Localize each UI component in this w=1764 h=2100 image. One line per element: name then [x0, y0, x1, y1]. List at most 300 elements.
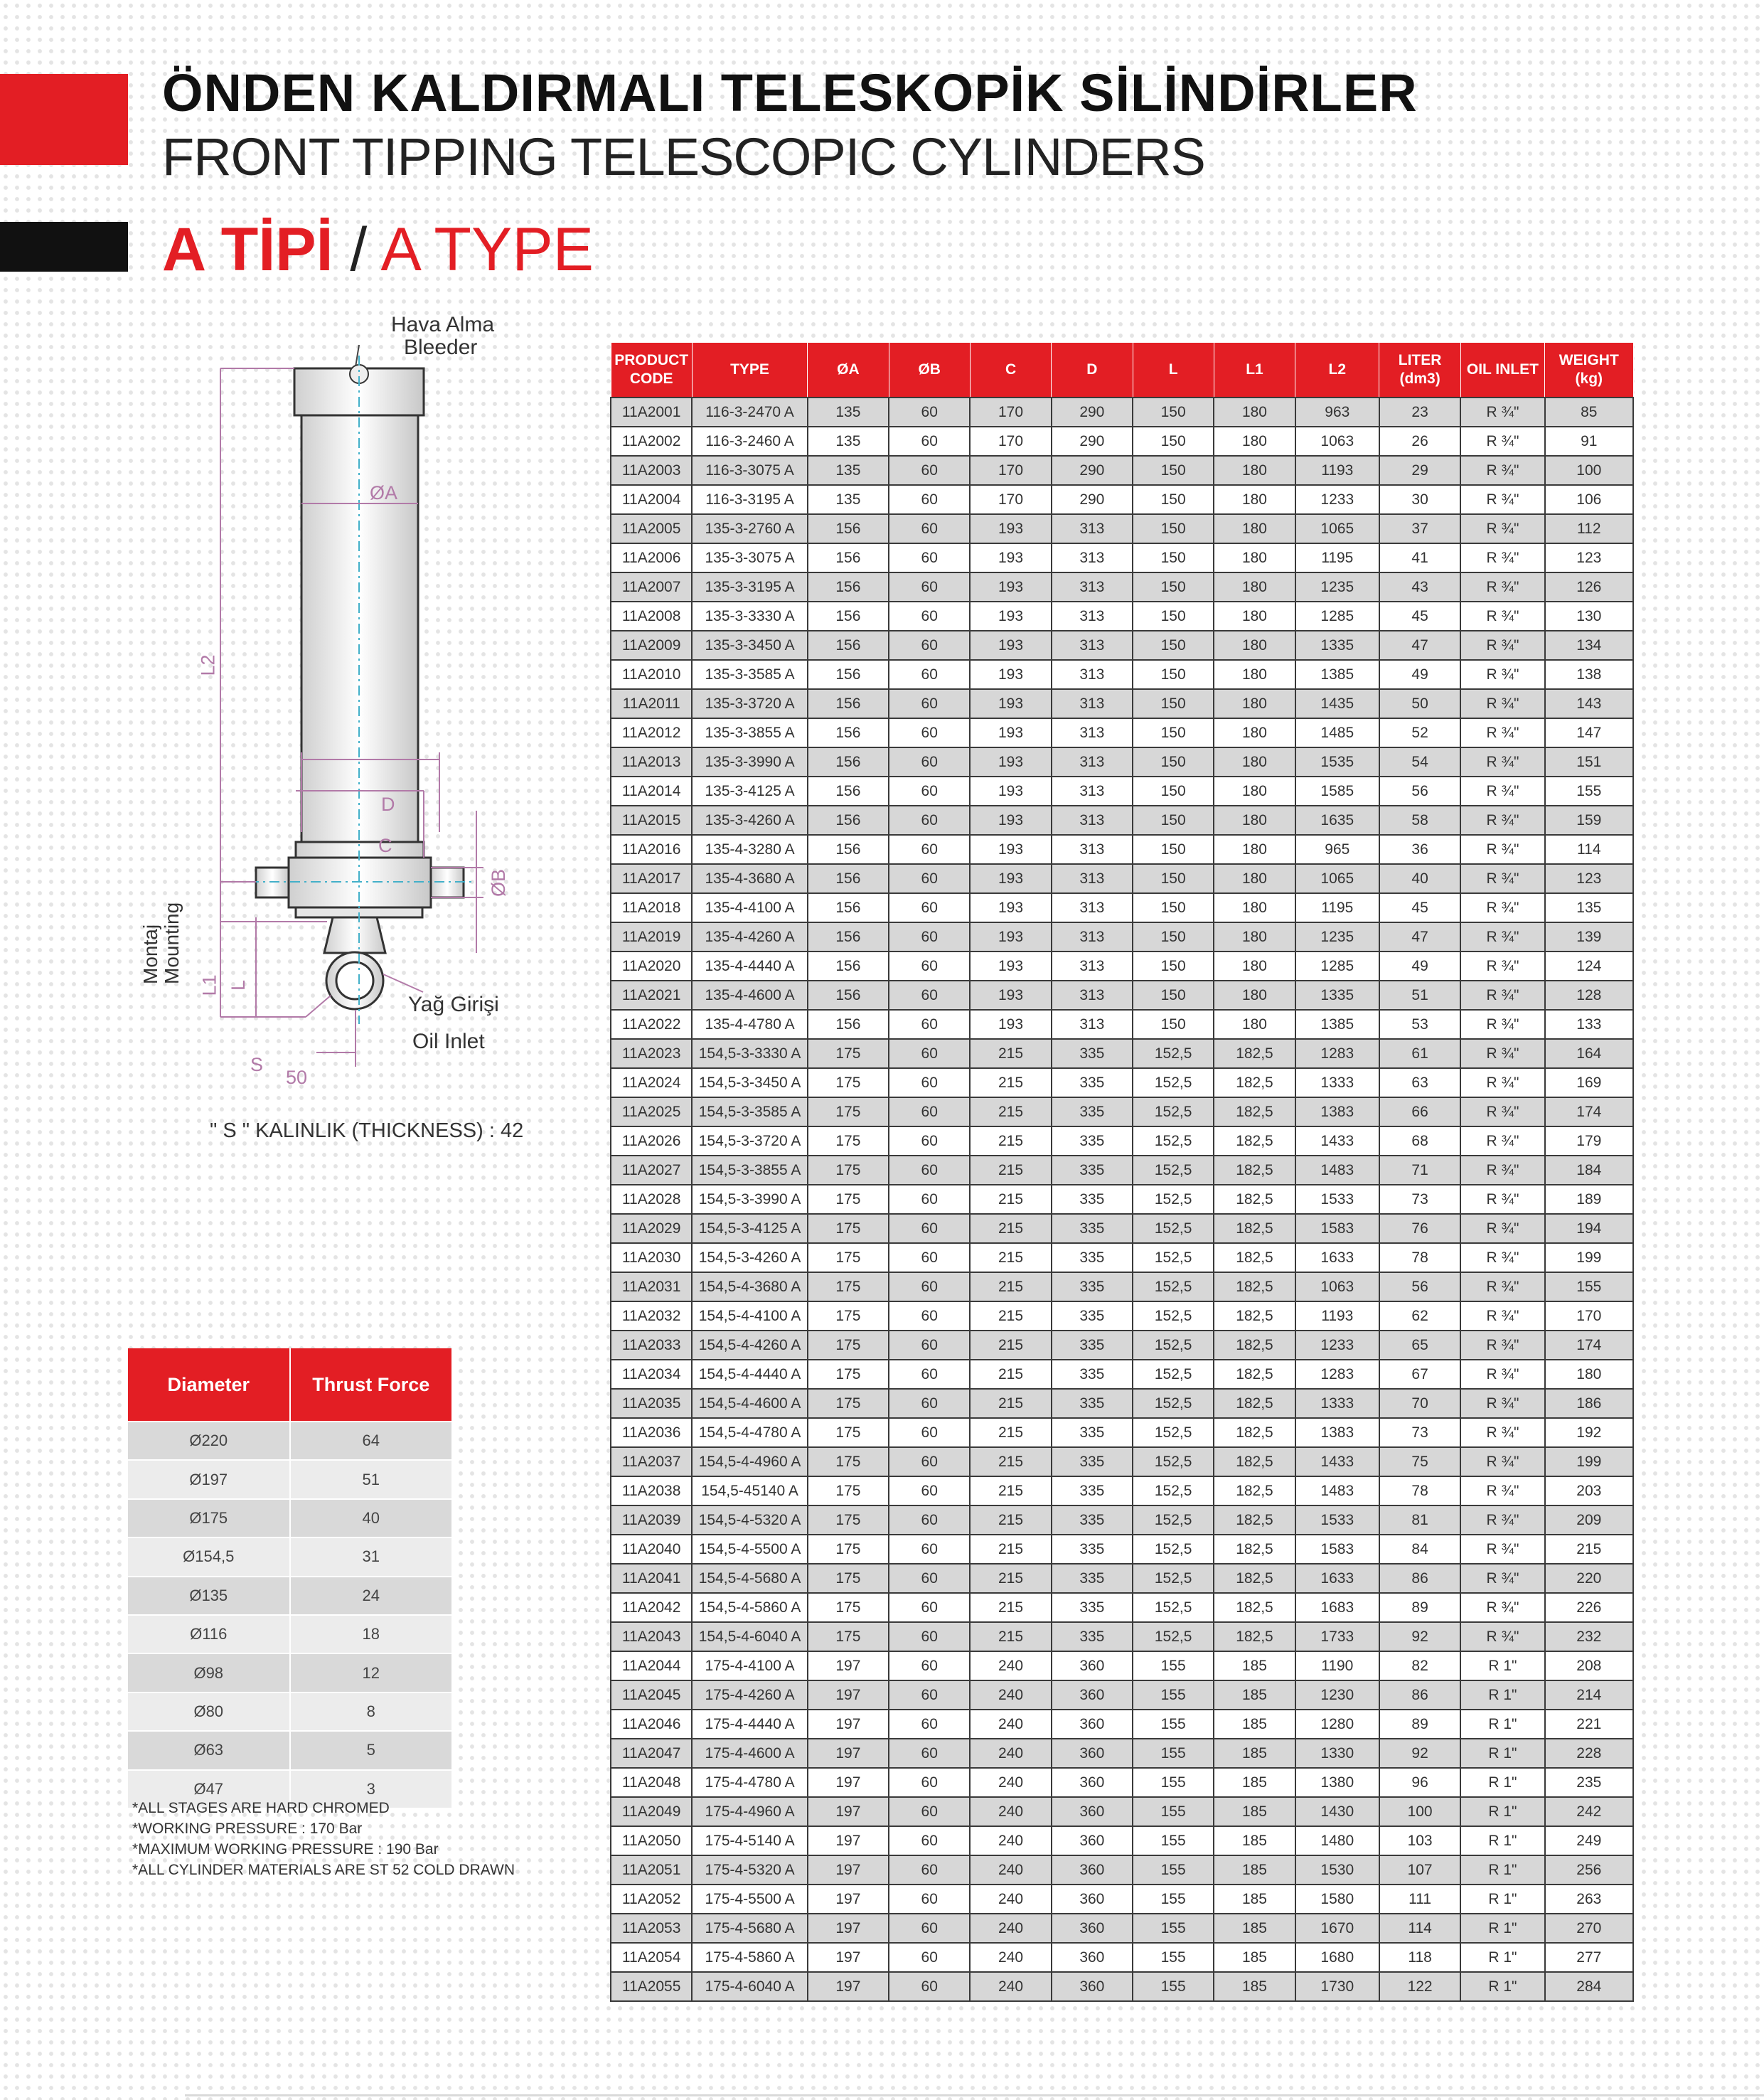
table-cell: 60	[889, 1535, 970, 1564]
table-cell: 154,5-3-3450 A	[692, 1068, 807, 1097]
table-cell: 185	[1214, 1943, 1295, 1972]
table-cell: 154,5-4-5860 A	[692, 1593, 807, 1622]
table-cell: 67	[1379, 1360, 1460, 1389]
table-cell: 175	[808, 1622, 889, 1651]
table-cell: 11A2007	[611, 572, 692, 602]
table-row	[611, 1826, 1633, 1855]
table-cell: 182,5	[1214, 1272, 1295, 1301]
table-cell: 150	[1133, 981, 1214, 1010]
table-cell: 193	[970, 835, 1051, 864]
type-title	[162, 215, 594, 285]
table-cell: 11A2024	[611, 1068, 692, 1097]
table-cell: 182,5	[1214, 1097, 1295, 1126]
table-cell: R ¾"	[1460, 1010, 1544, 1039]
table-cell: 152,5	[1133, 1418, 1214, 1447]
table-cell: 60	[889, 1826, 970, 1855]
table-cell: 126	[1545, 572, 1633, 602]
table-row	[611, 602, 1633, 631]
table-cell: 240	[970, 1710, 1051, 1739]
table-cell: 180	[1214, 777, 1295, 806]
table-row	[611, 1360, 1633, 1389]
table-cell: 156	[808, 602, 889, 631]
table-cell: 170	[1545, 1301, 1633, 1331]
dim-d-label: D	[381, 794, 395, 815]
table-cell: 182,5	[1214, 1243, 1295, 1272]
table-cell: 60	[889, 1768, 970, 1797]
table-row	[611, 1126, 1633, 1156]
column-header	[889, 343, 970, 398]
table-cell: 193	[970, 1010, 1051, 1039]
table-cell: 60	[889, 1214, 970, 1243]
table-cell: 175	[808, 1243, 889, 1272]
table-cell: 11A2011	[611, 689, 692, 718]
table-cell: 175	[808, 1593, 889, 1622]
table-cell: 60	[889, 893, 970, 922]
table-cell: 360	[1052, 1885, 1133, 1914]
table-cell: 154,5-4-4100 A	[692, 1301, 807, 1331]
table-cell: 185	[1214, 1710, 1295, 1739]
table-cell: 215	[970, 1389, 1051, 1418]
table-cell: 175	[808, 1505, 889, 1535]
table-row	[611, 1389, 1633, 1418]
table-cell: 1233	[1295, 1331, 1379, 1360]
table-cell: 11A2008	[611, 602, 692, 631]
table-cell: 152,5	[1133, 1185, 1214, 1214]
table-cell: 60	[889, 543, 970, 572]
table-cell: 156	[808, 1010, 889, 1039]
table-cell: 185	[1214, 1797, 1295, 1826]
table-cell: 154,5-3-3720 A	[692, 1126, 807, 1156]
table-cell: 156	[808, 981, 889, 1010]
column-header-text: PRODUCT	[614, 352, 689, 368]
table-cell: 60	[889, 952, 970, 981]
table-cell: 182,5	[1214, 1389, 1295, 1418]
table-cell: 313	[1052, 747, 1133, 777]
column-header	[1052, 343, 1133, 398]
table-cell: 150	[1133, 689, 1214, 718]
table-cell: 180	[1214, 718, 1295, 747]
table-cell: 51	[1379, 981, 1460, 1010]
table-cell: 193	[970, 777, 1051, 806]
table-cell: 1683	[1295, 1593, 1379, 1622]
table-cell: 290	[1052, 456, 1133, 485]
table-cell: R ¾"	[1460, 572, 1544, 602]
table-cell: 135	[808, 398, 889, 427]
table-cell: 62	[1379, 1301, 1460, 1331]
table-cell: 360	[1052, 1914, 1133, 1943]
table-cell: 60	[889, 747, 970, 777]
table-cell: 60	[889, 777, 970, 806]
table-cell: 313	[1052, 602, 1133, 631]
table-cell: 150	[1133, 572, 1214, 602]
table-row	[611, 1885, 1633, 1914]
table-cell: 11A2049	[611, 1797, 692, 1826]
table-cell: 180	[1214, 864, 1295, 893]
table-cell: 175-4-6040 A	[692, 1972, 807, 2001]
table-cell: 193	[970, 747, 1051, 777]
table-cell: 11A2036	[611, 1418, 692, 1447]
thrust-cell: 12	[290, 1653, 452, 1692]
table-cell: 60	[889, 1360, 970, 1389]
table-row	[611, 1272, 1633, 1301]
table-cell: 182,5	[1214, 1418, 1295, 1447]
table-cell: 76	[1379, 1214, 1460, 1243]
table-row	[611, 893, 1633, 922]
table-cell: 175-4-5860 A	[692, 1943, 807, 1972]
table-cell: 182,5	[1214, 1564, 1295, 1593]
table-cell: 175-4-4260 A	[692, 1680, 807, 1710]
table-cell: 60	[889, 806, 970, 835]
table-cell: 11A2038	[611, 1476, 692, 1505]
table-cell: 182,5	[1214, 1476, 1295, 1505]
table-cell: 215	[970, 1185, 1051, 1214]
table-cell: 203	[1545, 1476, 1633, 1505]
bleeder-label-tr: Hava Alma	[391, 313, 495, 336]
table-row	[611, 1301, 1633, 1331]
table-cell: 54	[1379, 747, 1460, 777]
table-cell: 66	[1379, 1097, 1460, 1126]
table-row	[611, 835, 1633, 864]
table-cell: 215	[970, 1331, 1051, 1360]
table-cell: R 1"	[1460, 1855, 1544, 1885]
table-cell: 154,5-4-4960 A	[692, 1447, 807, 1476]
table-cell: 1580	[1295, 1885, 1379, 1914]
table-cell: 11A2051	[611, 1855, 692, 1885]
table-cell: 152,5	[1133, 1622, 1214, 1651]
table-cell: 263	[1545, 1885, 1633, 1914]
table-cell: R ¾"	[1460, 602, 1544, 631]
dim-b-label: ØB	[488, 868, 510, 897]
table-cell: 11A2054	[611, 1943, 692, 1972]
table-cell: 335	[1052, 1331, 1133, 1360]
table-cell: 41	[1379, 543, 1460, 572]
table-cell: 92	[1379, 1739, 1460, 1768]
table-cell: R ¾"	[1460, 864, 1544, 893]
note-max-pressure: *MAXIMUM WORKING PRESSURE : 190 Bar	[132, 1841, 439, 1858]
table-row	[611, 1622, 1633, 1651]
table-cell: 89	[1379, 1593, 1460, 1622]
table-cell: 1585	[1295, 777, 1379, 806]
table-cell: 135-3-3990 A	[692, 747, 807, 777]
table-cell: 180	[1214, 1010, 1295, 1039]
table-cell: 156	[808, 952, 889, 981]
table-cell: 154,5-45140 A	[692, 1476, 807, 1505]
table-cell: 45	[1379, 893, 1460, 922]
oil-inlet-label-tr: Yağ Girişi	[408, 993, 499, 1016]
table-row	[611, 1331, 1633, 1360]
table-cell: 1435	[1295, 689, 1379, 718]
table-cell: 313	[1052, 1010, 1133, 1039]
thickness-note: " S " KALINLIK (THICKNESS) : 42	[210, 1119, 524, 1142]
table-cell: 11A2020	[611, 952, 692, 981]
table-row	[611, 1651, 1633, 1680]
table-cell: R ¾"	[1460, 456, 1544, 485]
table-cell: 40	[1379, 864, 1460, 893]
diameter-cell: Ø80	[128, 1693, 290, 1731]
table-row	[611, 1739, 1633, 1768]
table-cell: 335	[1052, 1039, 1133, 1068]
table-cell: 60	[889, 1622, 970, 1651]
table-cell: 60	[889, 1943, 970, 1972]
table-cell: 135-3-3450 A	[692, 631, 807, 660]
table-cell: 135	[808, 427, 889, 456]
table-cell: 11A2035	[611, 1389, 692, 1418]
table-cell: R ¾"	[1460, 1214, 1544, 1243]
table-cell: 360	[1052, 1972, 1133, 2001]
table-cell: 180	[1214, 398, 1295, 427]
thrust-cell: 3	[290, 1770, 452, 1808]
table-cell: R ¾"	[1460, 1418, 1544, 1447]
table-cell: 180	[1214, 485, 1295, 514]
table-cell: 49	[1379, 952, 1460, 981]
table-cell: 56	[1379, 1272, 1460, 1301]
table-cell: 313	[1052, 660, 1133, 689]
table-cell: 156	[808, 893, 889, 922]
table-cell: 159	[1545, 806, 1633, 835]
table-cell: R ¾"	[1460, 1389, 1544, 1418]
thrust-row	[128, 1499, 451, 1537]
table-cell: 156	[808, 660, 889, 689]
title-english: FRONT TIPPING TELESCOPIC CYLINDERS	[162, 127, 1205, 186]
table-cell: 50	[1379, 689, 1460, 718]
table-cell: 11A2017	[611, 864, 692, 893]
table-cell: 11A2009	[611, 631, 692, 660]
table-cell: 249	[1545, 1826, 1633, 1855]
thrust-row	[128, 1615, 451, 1653]
table-cell: 155	[1133, 1680, 1214, 1710]
table-cell: 134	[1545, 631, 1633, 660]
table-cell: 1330	[1295, 1739, 1379, 1768]
table-cell: 193	[970, 806, 1051, 835]
table-cell: 60	[889, 1447, 970, 1476]
table-cell: 215	[970, 1301, 1051, 1331]
column-header-text: D	[1086, 361, 1098, 378]
table-cell: R ¾"	[1460, 1447, 1544, 1476]
table-cell: 111	[1379, 1885, 1460, 1914]
table-cell: 154,5-3-3330 A	[692, 1039, 807, 1068]
table-cell: R ¾"	[1460, 1243, 1544, 1272]
column-header-text: ØB	[918, 361, 941, 378]
table-cell: 135-3-4260 A	[692, 806, 807, 835]
table-cell: 154,5-4-5320 A	[692, 1505, 807, 1535]
thrust-row	[128, 1653, 451, 1692]
table-cell: 215	[970, 1476, 1051, 1505]
table-cell: 240	[970, 1651, 1051, 1680]
table-cell: 60	[889, 1185, 970, 1214]
table-cell: 135-4-3680 A	[692, 864, 807, 893]
table-cell: 1530	[1295, 1855, 1379, 1885]
table-cell: 11A2004	[611, 485, 692, 514]
table-cell: 47	[1379, 922, 1460, 952]
table-cell: R ¾"	[1460, 427, 1544, 456]
table-cell: 60	[889, 1301, 970, 1331]
table-cell: 220	[1545, 1564, 1633, 1593]
table-cell: 60	[889, 1680, 970, 1710]
table-cell: 11A2003	[611, 456, 692, 485]
table-cell: 155	[1133, 1855, 1214, 1885]
table-cell: 118	[1379, 1943, 1460, 1972]
table-cell: 58	[1379, 806, 1460, 835]
table-cell: 89	[1379, 1710, 1460, 1739]
table-cell: 174	[1545, 1097, 1633, 1126]
table-cell: 215	[970, 1447, 1051, 1476]
table-row	[611, 1447, 1633, 1476]
table-cell: 155	[1133, 1739, 1214, 1768]
title-turkish: ÖNDEN KALDIRMALI TELESKOPİK SİLİNDİRLER	[162, 63, 1418, 122]
table-cell: 1670	[1295, 1914, 1379, 1943]
table-cell: 60	[889, 398, 970, 427]
table-cell: 60	[889, 1651, 970, 1680]
thrust-row	[128, 1577, 451, 1615]
table-row	[611, 981, 1633, 1010]
table-cell: 152,5	[1133, 1593, 1214, 1622]
table-cell: 154,5-4-4780 A	[692, 1418, 807, 1447]
table-cell: R ¾"	[1460, 1476, 1544, 1505]
table-cell: 11A2026	[611, 1126, 692, 1156]
column-header	[1460, 343, 1544, 398]
table-row	[611, 777, 1633, 806]
table-cell: 175-4-4600 A	[692, 1739, 807, 1768]
table-cell: 313	[1052, 631, 1133, 660]
thrust-row	[128, 1731, 451, 1769]
table-cell: 290	[1052, 427, 1133, 456]
table-cell: 182,5	[1214, 1185, 1295, 1214]
table-cell: 185	[1214, 1651, 1295, 1680]
table-cell: 215	[970, 1622, 1051, 1651]
table-cell: 235	[1545, 1768, 1633, 1797]
table-cell: 313	[1052, 981, 1133, 1010]
table-cell: 152,5	[1133, 1214, 1214, 1243]
table-cell: 1583	[1295, 1214, 1379, 1243]
table-cell: 1383	[1295, 1097, 1379, 1126]
table-cell: 1335	[1295, 981, 1379, 1010]
table-cell: 81	[1379, 1505, 1460, 1535]
table-cell: 47	[1379, 631, 1460, 660]
table-cell: 215	[970, 1097, 1051, 1126]
table-cell: 96	[1379, 1768, 1460, 1797]
table-cell: 154,5-4-3680 A	[692, 1272, 807, 1301]
table-cell: 185	[1214, 1739, 1295, 1768]
table-cell: 1680	[1295, 1943, 1379, 1972]
table-cell: 128	[1545, 981, 1633, 1010]
table-cell: 60	[889, 1243, 970, 1272]
table-row	[611, 1097, 1633, 1126]
table-cell: 60	[889, 1418, 970, 1447]
table-cell: 184	[1545, 1156, 1633, 1185]
table-cell: 150	[1133, 806, 1214, 835]
thrust-header-row	[128, 1348, 451, 1422]
table-cell: 156	[808, 835, 889, 864]
table-cell: 1730	[1295, 1972, 1379, 2001]
table-cell: 175	[808, 1068, 889, 1097]
table-cell: 335	[1052, 1564, 1133, 1593]
table-cell: R ¾"	[1460, 922, 1544, 952]
table-cell: 60	[889, 1389, 970, 1418]
table-cell: 193	[970, 952, 1051, 981]
table-cell: 1633	[1295, 1564, 1379, 1593]
table-cell: 1065	[1295, 864, 1379, 893]
table-cell: 215	[970, 1039, 1051, 1068]
diameter-cell: Ø220	[128, 1422, 290, 1460]
table-row	[611, 660, 1633, 689]
table-cell: 135-4-4100 A	[692, 893, 807, 922]
table-cell: 335	[1052, 1243, 1133, 1272]
table-cell: 360	[1052, 1680, 1133, 1710]
table-cell: R ¾"	[1460, 777, 1544, 806]
table-cell: 335	[1052, 1389, 1133, 1418]
table-cell: 175	[808, 1126, 889, 1156]
table-cell: 197	[808, 1826, 889, 1855]
table-cell: 175	[808, 1535, 889, 1564]
table-cell: 1063	[1295, 427, 1379, 456]
table-cell: 11A2032	[611, 1301, 692, 1331]
table-cell: 180	[1214, 922, 1295, 952]
table-cell: 240	[970, 1680, 1051, 1710]
table-cell: R ¾"	[1460, 1564, 1544, 1593]
thrust-row	[128, 1460, 451, 1498]
table-cell: 335	[1052, 1535, 1133, 1564]
table-cell: 180	[1545, 1360, 1633, 1389]
table-cell: 100	[1545, 456, 1633, 485]
table-cell: 150	[1133, 602, 1214, 631]
table-cell: 68	[1379, 1126, 1460, 1156]
table-row	[611, 864, 1633, 893]
table-cell: 186	[1545, 1389, 1633, 1418]
table-cell: 197	[808, 1710, 889, 1739]
column-header-text: CODE	[629, 371, 673, 387]
table-cell: 91	[1545, 427, 1633, 456]
table-cell: 135	[1545, 893, 1633, 922]
table-cell: 155	[1545, 777, 1633, 806]
table-cell: 130	[1545, 602, 1633, 631]
table-cell: 175	[808, 1097, 889, 1126]
table-row	[611, 631, 1633, 660]
table-cell: 11A2016	[611, 835, 692, 864]
table-cell: 240	[970, 1885, 1051, 1914]
oil-inlet-label-en: Oil Inlet	[412, 1030, 485, 1053]
table-cell: 335	[1052, 1185, 1133, 1214]
table-cell: 256	[1545, 1855, 1633, 1885]
table-cell: 240	[970, 1739, 1051, 1768]
table-cell: 180	[1214, 981, 1295, 1010]
table-cell: 179	[1545, 1126, 1633, 1156]
table-cell: 11A2034	[611, 1360, 692, 1389]
table-cell: 963	[1295, 398, 1379, 427]
table-cell: 60	[889, 1914, 970, 1943]
table-cell: 154,5-3-4125 A	[692, 1214, 807, 1243]
table-cell: 154,5-4-6040 A	[692, 1622, 807, 1651]
table-cell: 135-3-3585 A	[692, 660, 807, 689]
bleeder-label-en: Bleeder	[404, 336, 478, 359]
table-cell: 180	[1214, 631, 1295, 660]
table-cell: 156	[808, 806, 889, 835]
table-cell: 1195	[1295, 893, 1379, 922]
table-cell: 11A2033	[611, 1331, 692, 1360]
table-cell: 11A2043	[611, 1622, 692, 1651]
thrust-cell: 40	[290, 1499, 452, 1537]
table-cell: 360	[1052, 1797, 1133, 1826]
table-cell: 11A2015	[611, 806, 692, 835]
table-cell: 175	[808, 1272, 889, 1301]
table-cell: 180	[1214, 660, 1295, 689]
table-cell: 180	[1214, 456, 1295, 485]
table-cell: 11A2027	[611, 1156, 692, 1185]
table-row	[611, 718, 1633, 747]
table-cell: 175	[808, 1476, 889, 1505]
footer-rule	[185, 2094, 1764, 2096]
table-header-row	[611, 343, 1633, 398]
table-cell: 60	[889, 631, 970, 660]
